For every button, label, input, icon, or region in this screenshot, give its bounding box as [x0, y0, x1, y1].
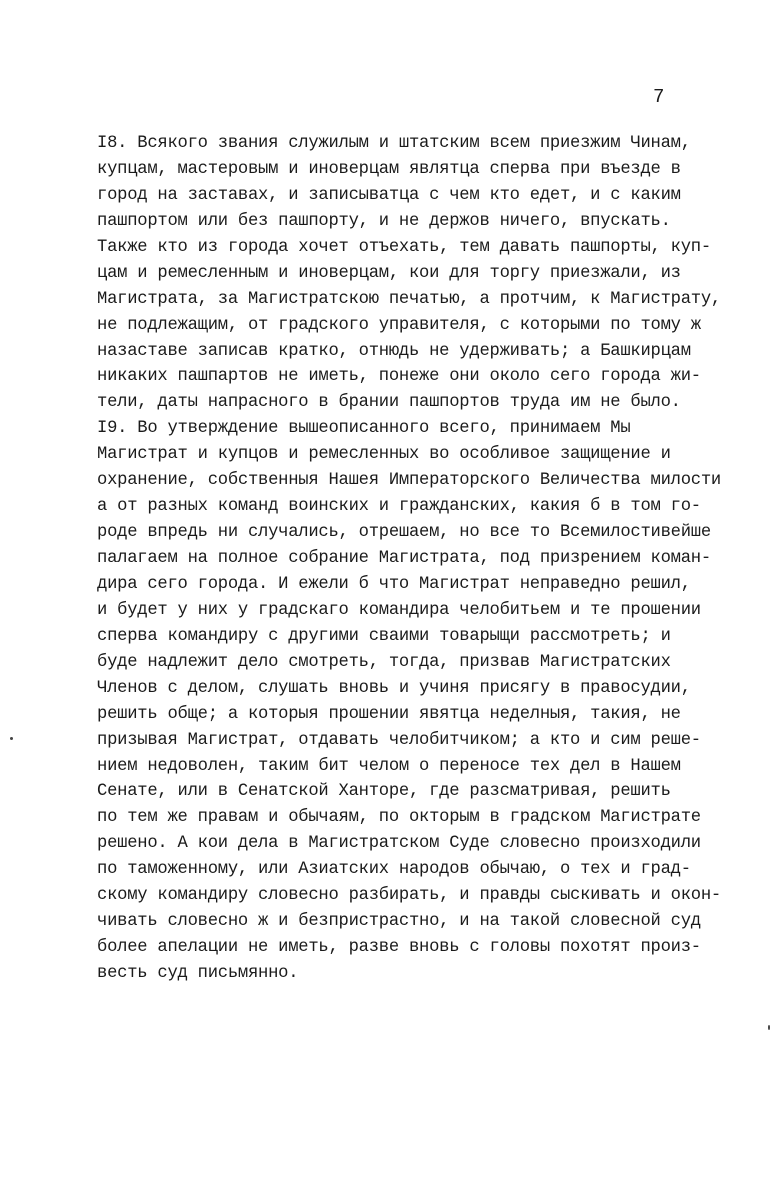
text-line: буде надлежит дело смотреть, тогда, призвав Магистратских: [97, 652, 671, 672]
text-line: более апелации не иметь, разве вновь с головы похотят произ-: [97, 938, 701, 958]
text-line: Магистрат и купцов и ремесленных во особливое защищение и: [97, 445, 671, 465]
text-line: купцам, мастеровым и иноверцам являтца сперва при въезде в: [97, 159, 681, 179]
text-line: по таможенному, или Азиатских народов обычаю, о тех и град-: [97, 860, 691, 880]
text-line: охранение, собственныя Нашея Императорского Величества милости: [97, 471, 721, 491]
text-line: решить обще; а которыя прошении явятца неделныя, такия, не: [97, 704, 681, 724]
text-line: и будет у них у градскаго командира челобитьем и те прошении: [97, 600, 701, 620]
text-line: решено. А кои дела в Магистратском Суде словесно произходили: [97, 834, 701, 854]
page-number: 7: [653, 86, 665, 108]
text-line: не подлежащим, от градского управителя, с которыми по тому ж: [97, 315, 701, 335]
text-line: дира сего города. И ежели б что Магистрат неправедно решил,: [97, 574, 691, 594]
text-line: Магистрата, за Магистратскою печатью, а протчим, к Магистрату,: [97, 289, 721, 309]
text-line: роде впредь ни случались, отрешаем, но все то Всемилостивейше: [97, 523, 711, 543]
text-line: цам и ремесленным и иноверцам, кои для торгу приезжали, из: [97, 263, 681, 283]
text-line: чивать словесно ж и безпристрастно, и на такой словесной суд: [97, 912, 701, 932]
text-line: пашпортом или без пашпорту, и не держов ничего, впускать.: [97, 211, 671, 231]
typewritten-text: [97, 131, 769, 987]
text-line: призывая Магистрат, отдавать челобитчиком; а кто и сим реше-: [97, 730, 701, 750]
text-line: нием недоволен, таким бит челом о переносе тех дел в Нашем: [97, 756, 681, 776]
text-line: город на заставах, и записыватца с чем кто едет, и с каким: [97, 185, 681, 205]
text-line: I9. Во утверждение вышеописанного всего, принимаем Мы: [97, 419, 631, 439]
scan-speck: [768, 1025, 770, 1030]
text-line: а от разных команд воинских и гражданских, какия б в том го-: [97, 497, 701, 517]
text-line: I8. Всякого звания служилым и штатским всем приезжим Чинам,: [97, 134, 691, 153]
text-line: сперва командиру с другими сваими товарыщи рассмотреть; и: [97, 626, 671, 646]
text-line: палагаем на полное собрание Магистрата, под призрением коман-: [97, 549, 711, 568]
text-line: скому командиру словесно разбирать, и правды сыскивать и окон-: [97, 886, 721, 906]
text-line: по тем же правам и обычаям, по окторым в градском Магистрате: [97, 808, 701, 828]
text-line: Сенате, или в Сенатской Ханторе, где разсматривая, решить: [97, 782, 671, 802]
text-line: весть суд письмянно.: [97, 964, 299, 983]
text-line: назаставе записав кратко, отнюдь не удерживать; а Башкирцам: [97, 341, 691, 361]
text-line: никаких пашпартов не иметь, понеже они около сего города жи-: [97, 367, 701, 387]
text-line: Также кто из города хочет отъехать, тем давать пашпорты, куп-: [97, 237, 711, 257]
text-line: тели, даты напрасного в брании пашпортов труда им не было.: [97, 393, 681, 413]
text-line: Членов с делом, слушать вновь и учиня присягу в правосудии,: [97, 678, 691, 698]
scan-speck: [10, 737, 13, 740]
